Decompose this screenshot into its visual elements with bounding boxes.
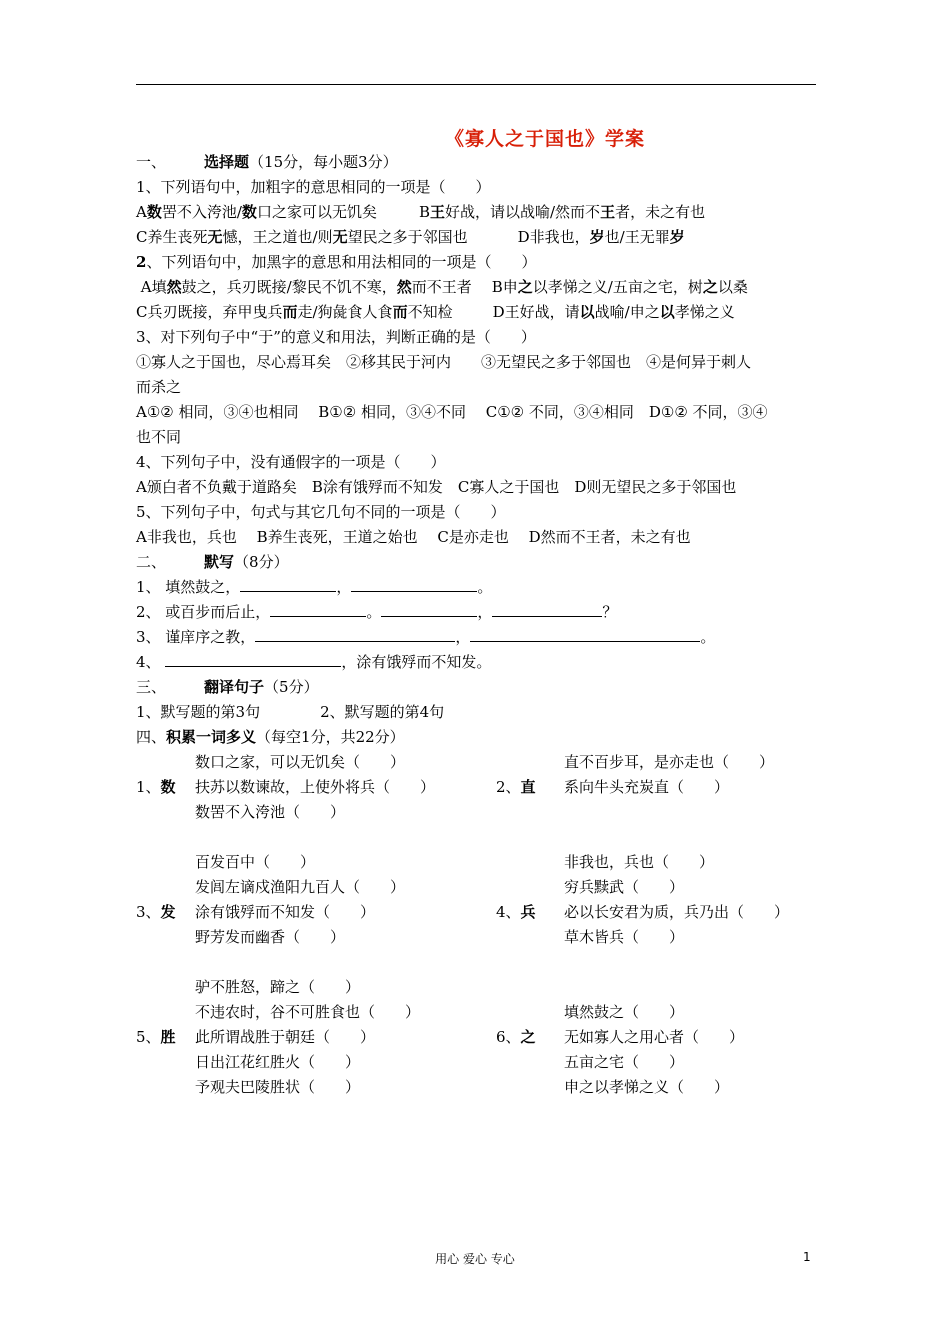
usage: 发闾左谪戍渔阳九百人（ ） <box>195 878 406 896</box>
bold-char: 之 <box>517 278 533 296</box>
answer-blank[interactable] <box>270 600 366 617</box>
text: B申 <box>491 278 518 296</box>
section-number: 二、 <box>136 553 167 571</box>
question-2 <box>136 250 826 275</box>
polysemy-row <box>136 800 826 825</box>
word-number: 1、 <box>136 778 161 796</box>
translation-items: 1、默写题的第3句 2、默写题的第4句 <box>136 703 445 721</box>
word-label <box>136 900 176 925</box>
question-4-options: A颁白者不负戴于道路矣 B涂有饿殍而不知发 C寡人之于国也 D则无望民之多于邻国也 <box>136 478 737 496</box>
text: 2、 或百步而后止， <box>136 603 271 621</box>
text: 憾，王之道也/则 <box>222 228 333 246</box>
section-title: 选择题 <box>204 153 250 171</box>
text: 走/狗彘食人食 <box>297 303 393 321</box>
question-3-options: A①② 相同，③④也相同 B①② 相同，③④不同 C①② 不同，③④相同 D①② 不同，③④ <box>136 403 768 421</box>
word-number: 3、 <box>136 903 161 921</box>
text: 不知检 <box>407 303 453 321</box>
question-1-options-ab <box>136 200 826 225</box>
text: 口之家可以无饥矣 <box>256 203 377 221</box>
usage: 野芳发而幽香（ ） <box>195 928 346 946</box>
dictation-4 <box>136 650 826 675</box>
section-1-heading <box>136 150 826 175</box>
question-3: 3、对下列句子中“于”的意义和用法，判断正确的是（ ） <box>136 328 536 346</box>
text: D王好战，请 <box>492 303 580 321</box>
text: 1、 填然鼓之， <box>136 578 241 596</box>
question-3-items-cont: 而杀之 <box>136 378 182 396</box>
section-note: （8分） <box>234 553 289 571</box>
section-number: 一、 <box>136 153 167 171</box>
usage: 草木皆兵（ ） <box>564 928 685 946</box>
question-3-options-cont: 也不同 <box>136 428 182 446</box>
section-number: 三、 <box>136 678 167 696</box>
polysemy-row <box>136 1050 826 1075</box>
page-footer: 用心 爱心 专心 <box>435 1252 515 1266</box>
section-title: 翻译句子 <box>204 678 265 696</box>
bold-char: 然 <box>166 278 182 296</box>
usage: 驴不胜怒，蹄之（ ） <box>195 978 361 996</box>
bold-char: 王 <box>429 203 445 221</box>
polysemy-row <box>136 1000 826 1025</box>
word: 胜 <box>160 1028 176 1046</box>
text: 4、 <box>136 653 166 671</box>
text: 、下列语句中，加黑字的意思和用法相同的一项是（ ） <box>146 253 537 271</box>
text: D非我也， <box>517 228 590 246</box>
word: 之 <box>520 1028 536 1046</box>
bold-char: 以 <box>659 303 675 321</box>
polysemy-row <box>136 850 826 875</box>
question-5: 5、下列句子中，句式与其它几句不同的一项是（ ） <box>136 503 506 521</box>
text: 3、 谨庠序之教， <box>136 628 256 646</box>
question-3-items: ①寡人之于国也，尽心焉耳矣 ②移其民于河内 ③无望民之多于邻国也 ④是何异于刺人 <box>136 353 752 371</box>
usage: 不违农时，谷不可胜食也（ ） <box>195 1003 421 1021</box>
section-title: 默写 <box>204 553 235 571</box>
text: 战喻/申之 <box>594 303 660 321</box>
usage: 百发百中（ ） <box>195 853 316 871</box>
word-label <box>136 775 176 800</box>
section-4-heading <box>136 725 826 750</box>
usage: 必以长安君为质，兵乃出（ ） <box>564 903 790 921</box>
text: 望民之多于邻国也 <box>347 228 468 246</box>
usage: 数罟不入洿池（ ） <box>195 803 346 821</box>
spacer <box>136 950 826 975</box>
answer-blank[interactable] <box>492 600 602 617</box>
polysemy-row <box>136 1075 826 1100</box>
polysemy-row <box>136 750 826 775</box>
usage: 直不百步耳，是亦走也（ ） <box>564 753 775 771</box>
question-2-options-ab <box>136 275 826 300</box>
polysemy-row <box>136 900 826 925</box>
dictation-1 <box>136 575 826 600</box>
section-note: （每空1分，共22分） <box>256 728 405 746</box>
question-number: 2 <box>136 253 147 271</box>
question-5-options: A非我也，兵也 B养生丧死，王道之始也 C是亦走也 D然而不王者，未之有也 <box>136 528 691 546</box>
bold-char: 而 <box>392 303 408 321</box>
usage: 填然鼓之（ ） <box>564 1003 685 1021</box>
usage: 系向牛头充炭直（ ） <box>564 778 730 796</box>
word-number: 5、 <box>136 1028 161 1046</box>
dictation-2 <box>136 600 826 625</box>
bold-char: 然 <box>396 278 412 296</box>
usage: 日出江花红胜火（ ） <box>195 1053 361 1071</box>
bold-char: 岁 <box>669 228 685 246</box>
polysemy-row <box>136 875 826 900</box>
usage: 穷兵黩武（ ） <box>564 878 685 896</box>
text: 以桑 <box>717 278 748 296</box>
question-1: 1、下列语句中，加粗字的意思相同的一项是（ ） <box>136 178 491 196</box>
text: 以孝悌之义/五亩之宅，树 <box>532 278 703 296</box>
word-number: 4、 <box>496 903 521 921</box>
usage: 数口之家，可以无饥矣（ ） <box>195 753 406 771</box>
text: 。 <box>477 578 493 596</box>
usage: 扶苏以数谏故，上使外将兵（ ） <box>195 778 436 796</box>
bold-char: 数 <box>146 203 162 221</box>
answer-blank[interactable] <box>381 600 477 617</box>
bold-char: 之 <box>702 278 718 296</box>
bold-char: 以 <box>579 303 595 321</box>
word: 兵 <box>520 903 536 921</box>
text: 罟不入洿池/ <box>161 203 242 221</box>
dictation-3 <box>136 625 826 650</box>
page-title: 《寡人之于国也》学案 <box>444 128 645 150</box>
bold-char: 无 <box>332 228 348 246</box>
question-4: 4、下列句子中，没有通假字的一项是（ ） <box>136 453 446 471</box>
usage: 五亩之宅（ ） <box>564 1053 685 1071</box>
usage: 此所谓战胜于朝廷（ ） <box>195 1028 376 1046</box>
text: ， <box>477 603 493 621</box>
text: 者，未之有也 <box>615 203 706 221</box>
polysemy-row <box>136 975 826 1000</box>
usage: 非我也，兵也（ ） <box>564 853 715 871</box>
word-label <box>496 775 536 800</box>
text: 。 <box>366 603 382 621</box>
word: 发 <box>160 903 176 921</box>
word-label <box>496 1025 536 1050</box>
word: 直 <box>520 778 536 796</box>
section-title: 积累一词多义 <box>166 728 257 746</box>
text: A填 <box>140 278 167 296</box>
text: ， <box>336 578 352 596</box>
usage: 申之以孝悌之义（ ） <box>564 1078 730 1096</box>
text: 好战，请以战喻/然而不 <box>445 203 601 221</box>
usage: 无如寡人之用心者（ ） <box>564 1028 745 1046</box>
header-rule <box>136 84 816 85</box>
section-3-heading <box>136 675 826 700</box>
section-note: （15分，每小题3分） <box>249 153 398 171</box>
answer-blank[interactable] <box>470 625 700 642</box>
usage: 予观夫巴陵胜状（ ） <box>195 1078 361 1096</box>
bold-char: 王 <box>600 203 616 221</box>
answer-blank[interactable] <box>165 650 341 667</box>
text: 鼓之，兵刃既接/黎民不饥不寒， <box>181 278 397 296</box>
section-2-heading <box>136 550 826 575</box>
polysemy-row <box>136 775 826 800</box>
polysemy-row <box>136 925 826 950</box>
section-note: （5分） <box>264 678 319 696</box>
answer-blank[interactable] <box>351 575 477 592</box>
text: 孝悌之义 <box>674 303 735 321</box>
question-1-options-cd <box>136 225 826 250</box>
spacer <box>136 825 826 850</box>
text: 也/王无罪 <box>604 228 670 246</box>
answer-blank[interactable] <box>255 625 455 642</box>
bold-char: 无 <box>207 228 223 246</box>
section-number: 四、 <box>136 728 167 746</box>
word-number: 2、 <box>496 778 521 796</box>
word-number: 6、 <box>496 1028 521 1046</box>
page-number: 1 <box>803 1250 811 1264</box>
text: 而不王者 <box>411 278 472 296</box>
text: B <box>418 203 430 221</box>
word-label <box>136 1025 176 1050</box>
text: ，涂有饿殍而不知发。 <box>341 653 492 671</box>
text: A <box>136 203 147 221</box>
text: C养生丧死 <box>136 228 208 246</box>
bold-char: 数 <box>241 203 257 221</box>
word: 数 <box>160 778 176 796</box>
question-2-options-cd <box>136 300 826 325</box>
bold-char: 而 <box>282 303 298 321</box>
worksheet-body <box>136 150 826 1100</box>
text: 。 <box>700 628 716 646</box>
word-label <box>496 900 536 925</box>
bold-char: 岁 <box>589 228 605 246</box>
polysemy-row <box>136 1025 826 1050</box>
answer-blank[interactable] <box>240 575 336 592</box>
text: ， <box>455 628 471 646</box>
usage: 涂有饿殍而不知发（ ） <box>195 903 376 921</box>
text: ？ <box>602 603 618 621</box>
text: C兵刃既接，弃甲曳兵 <box>136 303 283 321</box>
